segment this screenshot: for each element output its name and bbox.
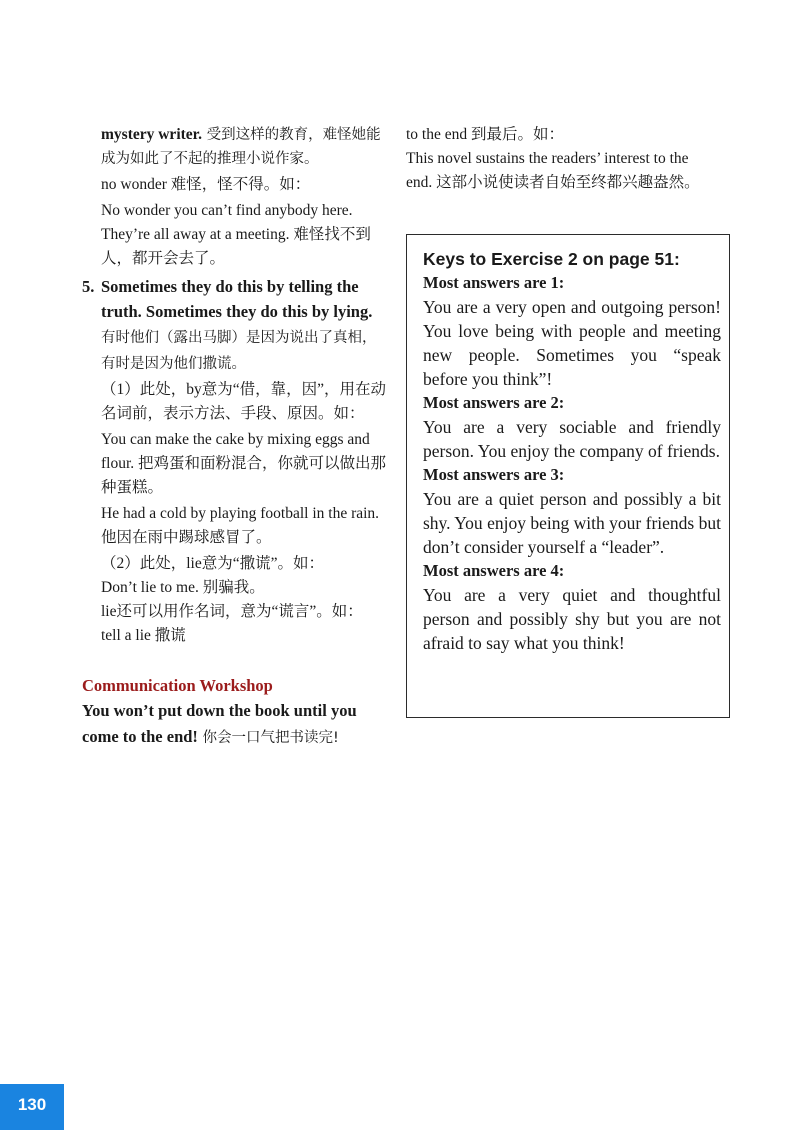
to-the-end-definition: to the end 到最后。如：	[406, 126, 564, 143]
note-1: （1）此处，by意为“借，靠，因”，用在动名词前，表示方法、手段、原因。如：	[101, 381, 387, 422]
answer-keys-box	[406, 234, 730, 718]
item-number: 5.	[82, 277, 95, 296]
workshop-zh: 你会一口气把书读完!	[197, 730, 339, 746]
workshop-sentence	[82, 698, 388, 751]
no-wonder-definition: no wonder 难怪，怪不得。如：	[101, 176, 311, 193]
result-heading: Most answers are 1:	[423, 273, 565, 292]
intro-paragraph	[82, 123, 388, 171]
to-the-end-example: This novel sustains the readers’ interest to the end. 这部小说使读者自始至终都兴趣盎然。	[406, 150, 700, 191]
result-text: You are a very open and outgoing person! You love being with people and meeting new people. Sometimes you “speak before you think”!	[423, 297, 721, 389]
numbered-item-5	[82, 275, 388, 376]
example-2: He had a cold by playing football in the rain. 他因在雨中踢球感冒了。	[101, 505, 380, 546]
keys-title: Keys to Exercise 2 on page 51:	[423, 249, 680, 269]
no-wonder-example: No wonder you can’t find anybody here. They’re all away at a meeting. 难怪找不到人，都开会去了。	[101, 202, 371, 267]
result-text: You are a quiet person and possibly a bit shy. You enjoy being with your friends but don’t consider yourself a “leader”.	[423, 489, 721, 557]
workshop-en: You won’t put down the book until you come to the end!	[82, 701, 357, 746]
note-2: （2）此处，lie意为“撒谎”。如：	[101, 555, 325, 572]
result-heading: Most answers are 4:	[423, 561, 565, 580]
result-heading: Most answers are 2:	[423, 393, 565, 412]
page-number-badge: 130	[0, 1084, 64, 1130]
item5-zh: 有时他们（露出马脚）是因为说出了真相，有时是因为他们撒谎。	[101, 330, 377, 372]
item5-en: Sometimes they do this by telling the truth. Sometimes they do this by lying.	[101, 277, 373, 321]
result-text: You are a very quiet and thoughtful person and possibly shy but you are not afraid to say what you think!	[423, 585, 721, 653]
intro-en: mystery writer.	[101, 126, 202, 143]
right-column	[406, 123, 716, 195]
result-text: You are a very sociable and friendly person. You enjoy the company of friends.	[423, 417, 721, 461]
example-4: tell a lie 撒谎	[101, 627, 186, 644]
section-title: Communication Workshop	[82, 676, 273, 695]
result-heading: Most answers are 3:	[423, 465, 565, 484]
left-column	[82, 123, 388, 751]
intro-zh: 受到这样的教育，难怪她能成为如此了不起的推理小说作家。	[101, 127, 381, 167]
spacer	[82, 648, 388, 674]
example-3: Don’t lie to me. 别骗我。	[101, 579, 265, 596]
example-1: You can make the cake by mixing eggs and flour. 把鸡蛋和面粉混合，你就可以做出那种蛋糕。	[101, 431, 387, 496]
note-3: lie还可以用作名词，意为“谎言”。如：	[101, 603, 363, 620]
